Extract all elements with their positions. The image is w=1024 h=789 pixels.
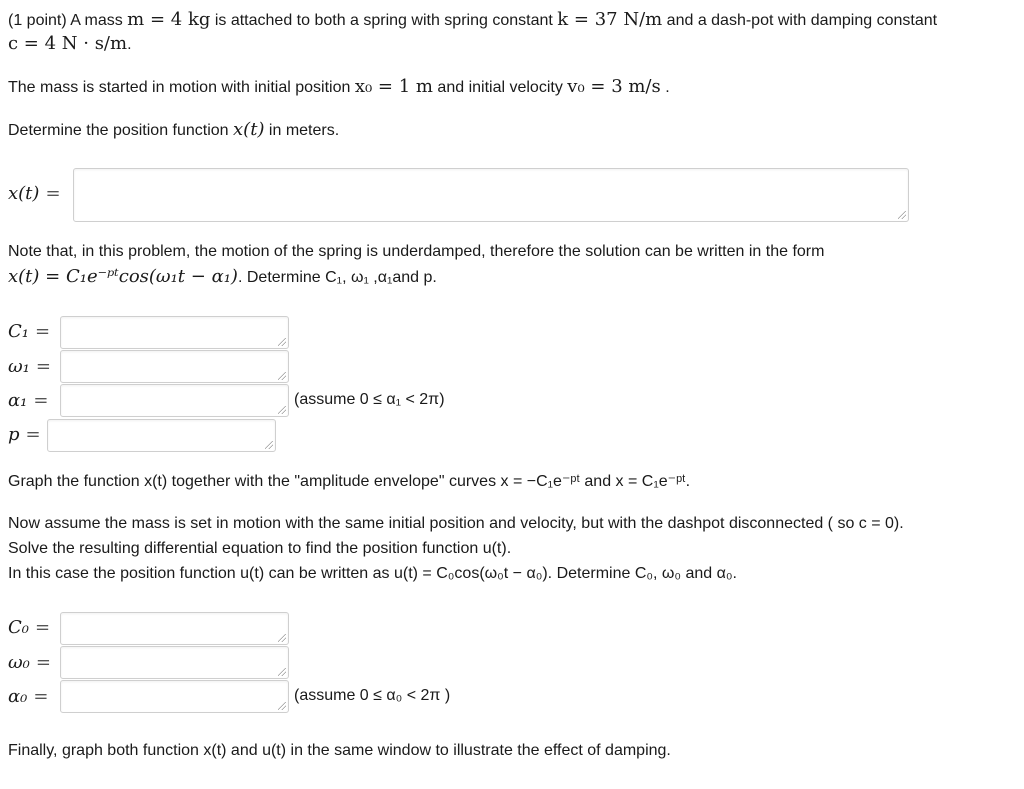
omega0-label-text: ω₀ (8, 652, 30, 673)
omega1-label: ω₁ = (8, 356, 51, 377)
damping-constant-equation: c = 4 N · s/m (8, 33, 128, 54)
alpha0-input[interactable] (60, 680, 289, 713)
mass-equation: m = 4 kg (127, 9, 211, 30)
undamped-line-1: Now assume the mass is set in motion with the same initial position and velocity, but with the dashpot disconnected ( so c = 0). (8, 515, 904, 532)
position-function-symbol: x(t) (233, 119, 265, 140)
xt-input[interactable] (73, 168, 909, 222)
dashpot-text: and a dash-pot with damping constant (666, 12, 938, 29)
problem-line-1 (8, 8, 937, 33)
unit-text: in meters. (268, 122, 340, 139)
spring-text: is attached to both a spring with spring constant (214, 12, 553, 29)
omega1-label-text: ω₁ (8, 356, 30, 377)
alpha1-label-text: α₁ (8, 390, 28, 411)
c1-label: C₁ = (8, 321, 51, 342)
underdamped-form: x(t) = C₁e⁻ᵖᵗcos(ω₁t − α₁) (8, 266, 238, 287)
spring-constant-equation: k = 37 N/m (557, 9, 663, 30)
alpha1-assumption: (assume 0 ≤ α₁ < 2π) (294, 391, 445, 408)
alpha1-label: α₁ = (8, 390, 49, 411)
xt-label: x(t) = (8, 183, 61, 204)
determine-text: Determine the position function (8, 122, 229, 139)
initial-position-equation: x₀ = 1 m (354, 76, 433, 97)
c0-label: C₀ = (8, 617, 51, 638)
initial-conditions-line: The mass is started in motion with initial position x₀ = 1 m and initial velocity v₀ = 3 m/s . (8, 76, 670, 97)
motion-text: The mass is started in motion with initial position (8, 79, 351, 96)
c0-input[interactable] (60, 612, 289, 645)
undamped-line-3: In this case the position function u(t) can be written as u(t) = C₀cos(ω₀t − α₀). Determine C₀, ω₀ and α₀. (8, 565, 737, 582)
initial-velocity-equation: v₀ = 3 m/s (567, 76, 661, 97)
final-instruction: Finally, graph both function x(t) and u(t) in the same window to illustrate the effect of damping. (8, 742, 671, 759)
omega1-input[interactable] (60, 350, 289, 383)
c1-label-text: C₁ (8, 321, 29, 342)
p-label: p = (8, 424, 41, 445)
underdamped-form-line: x(t) = C₁e⁻ᵖᵗcos(ω₁t − α₁). Determine C₁, ω₁ ,α₁and p. (8, 266, 437, 287)
p-label-text: p (8, 424, 20, 445)
determine-line (8, 118, 339, 143)
p-input[interactable] (47, 419, 276, 452)
omega0-input[interactable] (60, 646, 289, 679)
c0-label-text: C₀ (8, 617, 29, 638)
undamped-line-2: Solve the resulting differential equation to find the position function u(t). (8, 540, 512, 557)
problem-line-2: c = 4 N · s/m. (8, 33, 132, 54)
underdamped-note: Note that, in this problem, the motion of the spring is underdamped, therefore the solution can be written in the form (8, 243, 825, 260)
initial-velocity-text: and initial velocity (437, 79, 563, 96)
alpha0-assumption: (assume 0 ≤ α₀ < 2π ) (294, 687, 451, 704)
xt-label-text: x(t) (8, 183, 40, 204)
underdamped-determine: Determine C₁, ω₁ ,α₁and p. (246, 269, 437, 286)
omega0-label: ω₀ = (8, 652, 51, 673)
intro-text: (1 point) A mass (8, 12, 123, 29)
alpha1-input[interactable] (60, 384, 289, 417)
alpha0-label-text: α₀ (8, 686, 28, 707)
c1-input[interactable] (60, 316, 289, 349)
graph-instruction: Graph the function x(t) together with the "amplitude envelope" curves x = −C₁e⁻ᵖᵗ and x = C₁e⁻ᵖᵗ. (8, 473, 691, 490)
alpha0-label: α₀ = (8, 686, 49, 707)
